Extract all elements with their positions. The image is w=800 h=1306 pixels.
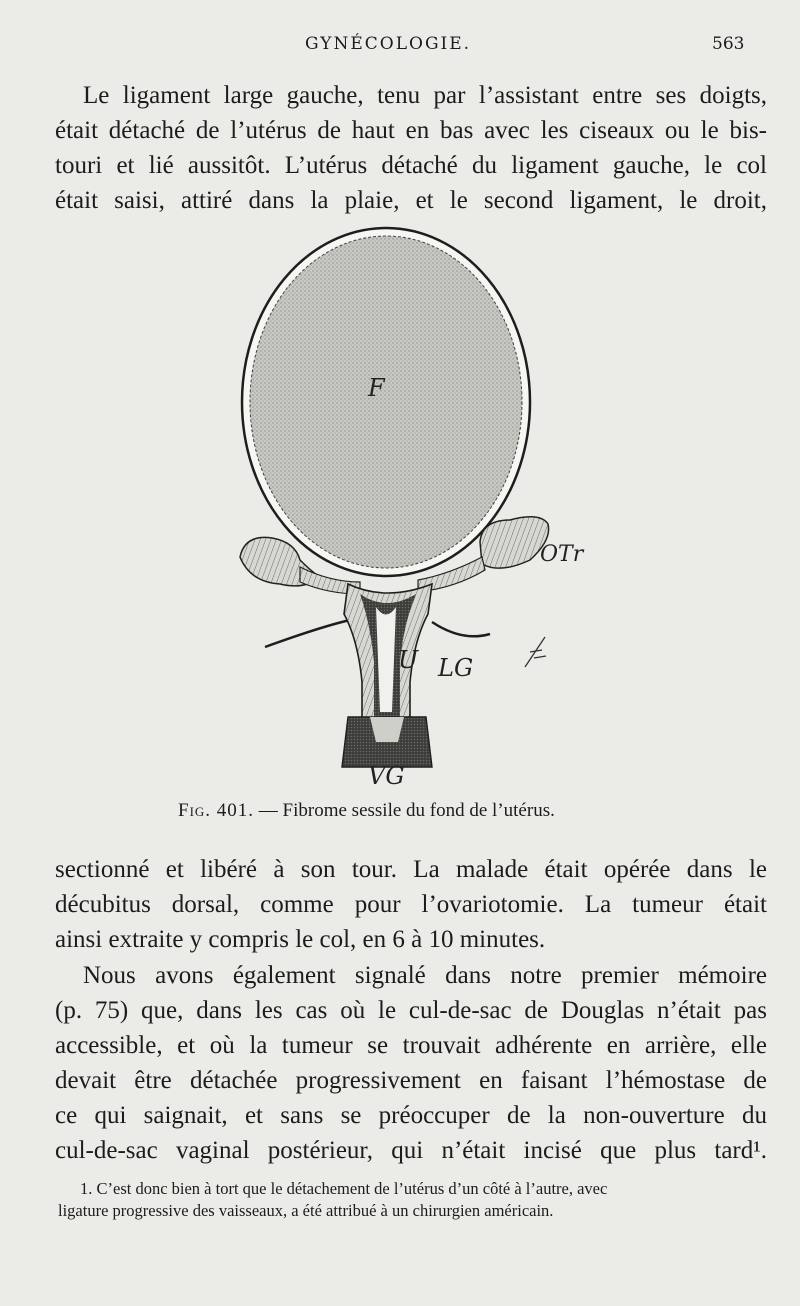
label-VG: VG — [368, 762, 405, 790]
text-line: était saisi, attiré dans la plaie, et le second ligament, le droit, — [55, 187, 767, 214]
footnote-line: ligature progressive des vaisseaux, a été attribué à un chirurgien américain. — [58, 1201, 554, 1220]
cervix — [370, 717, 404, 742]
right-ligament-line — [432, 622, 490, 636]
running-head-title: GYNÉCOLOGIE. — [305, 34, 472, 54]
label-OTr: OTr — [540, 542, 584, 567]
scale-mark — [525, 637, 546, 667]
label-U: U — [398, 646, 419, 674]
figure-401 — [200, 222, 600, 802]
text-line: ce qui saignait, et sans se préoccuper de la non-ouverture du — [55, 1102, 767, 1129]
footnote — [58, 1178, 770, 1222]
right-ovary — [480, 517, 549, 568]
paragraph-1 — [55, 78, 767, 218]
fibroma-body — [250, 236, 522, 568]
text-line: ainsi extraite y compris le col, en 6 à 10 minutes. — [55, 926, 546, 953]
figure-caption-text: — Fibrome sessile du fond de l’utérus. — [258, 800, 555, 821]
paragraph-3 — [55, 958, 767, 1168]
left-ligament-line — [265, 620, 350, 647]
running-head — [0, 30, 800, 60]
footnote-line: 1. C’est donc bien à tort que le détachement de l’utérus d’un côté à l’autre, avec — [80, 1179, 608, 1198]
text-line: devait être détachée progressivement en faisant l’hémostase de — [55, 1067, 767, 1094]
paragraph-2 — [55, 852, 767, 957]
page-number: 563 — [712, 34, 745, 54]
text-line: (p. 75) que, dans les cas où le cul-de-sac de Douglas n’était pas — [55, 997, 767, 1024]
text-line: Le ligament large gauche, tenu par l’assistant entre ses doigts, — [83, 82, 767, 109]
text-line: cul-de-sac vaginal postérieur, qui n’était incisé que plus tard¹. — [55, 1137, 767, 1164]
text-line: Nous avons également signalé dans notre premier mémoire — [83, 962, 767, 989]
figure-caption — [178, 800, 638, 822]
figure-number: Fig. 401. — [178, 800, 255, 821]
text-line: accessible, et où la tumeur se trouvait adhérente en arrière, elle — [55, 1032, 767, 1059]
label-F: F — [368, 374, 385, 402]
text-line: était détaché de l’utérus de haut en bas avec les ciseaux ou le bis- — [55, 117, 767, 144]
label-LG: LG — [438, 654, 474, 682]
fibroma-illustration — [200, 222, 600, 802]
text-line: touri et lié aussitôt. L’utérus détaché du ligament gauche, le col — [55, 152, 767, 179]
text-line: décubitus dorsal, comme pour l’ovariotomie. La tumeur était — [55, 891, 767, 918]
text-line: sectionné et libéré à son tour. La malade était opérée dans le — [55, 856, 767, 883]
